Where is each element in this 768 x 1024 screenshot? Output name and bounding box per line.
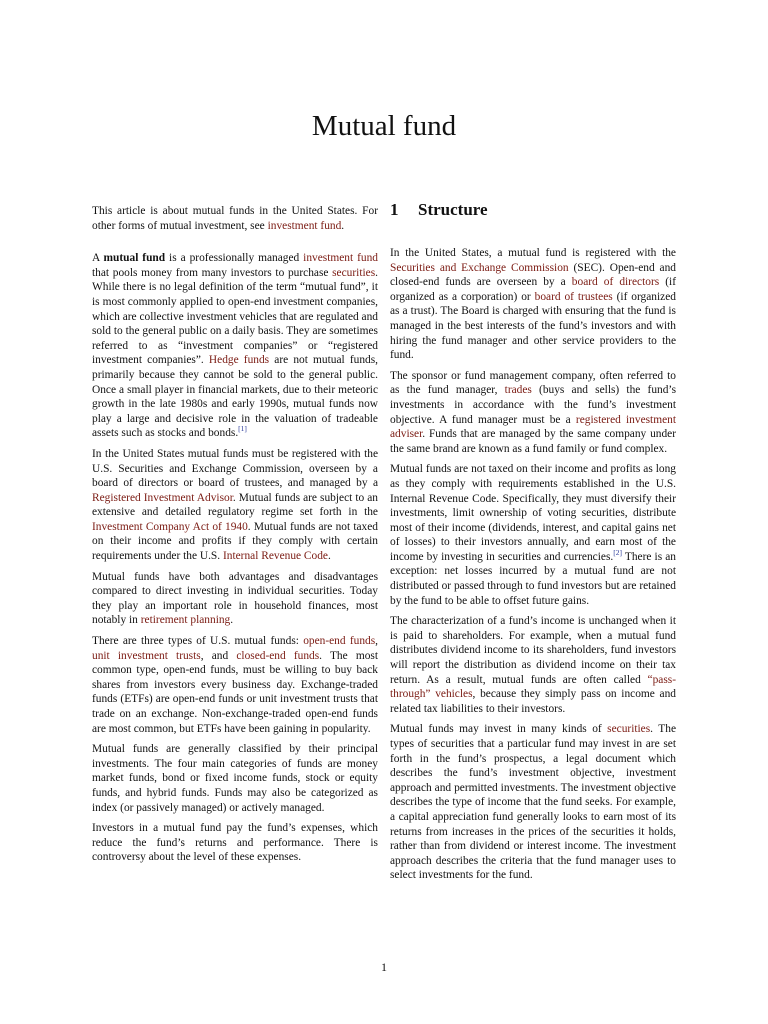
link-investment-fund-2[interactable]: investment fund — [303, 252, 378, 265]
link-board-of-directors[interactable]: board of directors — [571, 276, 660, 289]
link-unit-investment-trusts[interactable]: unit investment trusts — [92, 649, 201, 662]
right-column — [390, 200, 676, 889]
fund-manager-paragraph — [390, 369, 676, 457]
text: . Funds that are managed by the same company under the same brand are known as a fund family or fund complex. — [390, 428, 676, 455]
text: (if organized as a corporation) or — [390, 276, 676, 303]
citation-link[interactable]: [1] — [238, 424, 247, 434]
text: Mutual funds may invest in many kinds of — [390, 723, 608, 736]
link-trades[interactable]: trades — [504, 384, 532, 397]
hatnote — [92, 204, 378, 233]
term-bold: mutual fund — [103, 252, 166, 265]
page-number: 1 — [381, 960, 387, 974]
text: There are three types of U.S. mutual funds: — [92, 635, 304, 648]
types-paragraph — [92, 634, 378, 736]
link-securities-2[interactable]: securities — [607, 723, 651, 736]
link-hedge-funds[interactable]: Hedge funds — [208, 354, 270, 367]
link-retirement-planning[interactable]: retirement planning — [140, 614, 231, 627]
hatnote-text: This article is about mutual funds in the United States. For other forms of mutual investment, see — [92, 205, 378, 232]
section-title: Structure — [418, 200, 488, 219]
text: . The most common type, open-end funds, must be willing to buy back shares from investors every business day. Exchange-traded funds (ETFs) are open-end funds or unit investment trusts that trade on an exchange. Non-exchange-traded open-end funds are most common, but ETFs have been gaining in popularity. — [92, 649, 379, 735]
text: . While there is no legal definition of the term “mutual fund”, it is most commonly applied to open-end investment companies, which are collective investment vehicles that are regulated and sold to the general public on a daily basis. They are sometimes referred to as “investment companies” or “registered investment companies”. — [92, 266, 378, 367]
text: The sponsor or fund management company, often referred to as the fund manager, — [390, 369, 676, 397]
text: In the United States, a mutual fund is registered with the — [390, 247, 676, 259]
text: (buys and sells) the fund’s investments in accordance with the fund’s investment objective. A fund manager must be a — [390, 384, 677, 426]
text: is a professionally managed — [165, 252, 304, 265]
text: . — [327, 550, 331, 563]
sec-registration-paragraph — [390, 246, 676, 363]
text: . — [230, 614, 234, 627]
regulation-paragraph — [92, 447, 378, 564]
classification-paragraph: Mutual funds are generally classified by their principal investments. The four main categories of funds are money market funds, bond or fixed income funds, stock or equity funds, and hybrid funds. Funds may also be categorized as index (or passively managed) or actively managed. — [92, 743, 378, 814]
text: A — [92, 252, 104, 265]
text: . Mutual funds are subject to an extensive and detailed regulatory regime set forth in the — [92, 491, 378, 519]
text: Mutual funds have both advantages and disadvantages compared to direct investing in individual securities. Today they play an important role in household finances, most notably in — [92, 570, 378, 627]
text: Mutual funds are not taxed on their income and profits as long as they comply with requirements established in the U.S. Internal Revenue Code. Specifically, they must diversify their investments, limit ownership of voting securities, distribute most of their income (dividends, interest, and capital gains net of losses) to their investors annually, and earn most of the income by investing in securities and currencies. — [390, 463, 676, 563]
page-title: Mutual fund — [311, 110, 457, 142]
investments-paragraph — [390, 722, 676, 883]
advantages-paragraph — [92, 570, 378, 628]
link-securities[interactable]: securities — [332, 266, 376, 279]
link-investment-company-act[interactable]: Investment Company Act of 1940 — [92, 520, 248, 533]
link-board-of-trustees[interactable]: board of trustees — [534, 290, 613, 303]
link-registered-investment-advisor[interactable]: Registered Investment Advisor — [92, 491, 233, 504]
text: . The types of securities that a particular fund may invest in are set forth in the fund’s prospectus, a legal document which describes the fund’s investment objective, investment approach and permitted investments. The investment objective describes the type of income that the fund seeks. For example, a capital appreciation fund generally looks to earn most of its returns from increases in the prices of the securities it holds, rather than from dividend or interest income. The investment approach describes the criteria that the fund manager uses to select investments for the fund. — [390, 723, 676, 882]
text: . Mutual funds are not taxed on their income and profits if they comply with certain requirements under the U.S. — [92, 520, 378, 563]
link-pass-through-vehicles[interactable]: “pass-through” vehicles — [390, 673, 676, 701]
income-paragraph — [390, 614, 676, 716]
text: , because they simply pass on income and related tax liabilities to their investors. — [390, 688, 676, 715]
text: are not mutual funds, primarily because they cannot be sold to the general public. Once a small player in financial markets, due to their meteoric growth in the late 1980s and early 1990s, mutual funds now play a large and decisive role in the valuation of tradeable assets such as stocks and bonds. — [92, 354, 379, 440]
link-open-end-funds[interactable]: open-end funds — [303, 635, 376, 648]
link-closed-end-funds[interactable]: closed-end funds — [236, 649, 320, 662]
text: that pools money from many investors to purchase — [92, 266, 333, 279]
expenses-paragraph: Investors in a mutual fund pay the fund’s expenses, which reduce the fund’s returns and performance. There is controversy about the level of these expenses. — [92, 822, 378, 864]
citation-link[interactable]: [2] — [613, 548, 622, 558]
hatnote-end: . — [341, 219, 345, 232]
text: There is an exception: net losses incurred by a mutual fund are not distributed or passed through to fund investors but are retained by the fund to be able to offset future gains. — [390, 550, 676, 607]
link-registered-investment-adviser[interactable]: registered investment adviser — [390, 413, 676, 441]
section-number: 1 — [390, 200, 399, 219]
taxation-paragraph — [390, 462, 676, 608]
text: In the United States mutual funds must be registered with the U.S. Securities and Exchange Commission, overseen by a board of directors or board of trustees, and managed by a — [92, 447, 378, 490]
text: The characterization of a fund’s income is unchanged when it is paid to shareholders. For example, when a mutual fund distributes dividend income to its shareholders, fund investors will report the distribution as dividend income on their tax return. As a result, mutual funds are often called — [390, 615, 676, 686]
citation-2[interactable] — [613, 548, 622, 557]
section-heading — [390, 200, 676, 220]
text: , and — [200, 649, 237, 662]
citation-1[interactable] — [238, 425, 247, 434]
link-investment-fund[interactable]: investment fund — [267, 219, 342, 232]
text: (if organized as a trust). The Board is charged with ensuring that the fund is managed in the best interests of the fund’s investors and with hiring the fund manager and other service providers to the fund. — [390, 290, 676, 362]
text: (SEC). Open-end and closed-end funds are overseen by a — [390, 261, 676, 289]
link-sec[interactable]: Securities and Exchange Commission — [390, 261, 569, 274]
intro-paragraph — [92, 251, 378, 441]
link-internal-revenue-code[interactable]: Internal Revenue Code — [222, 550, 328, 563]
text: , — [375, 635, 378, 648]
left-column — [92, 204, 378, 871]
